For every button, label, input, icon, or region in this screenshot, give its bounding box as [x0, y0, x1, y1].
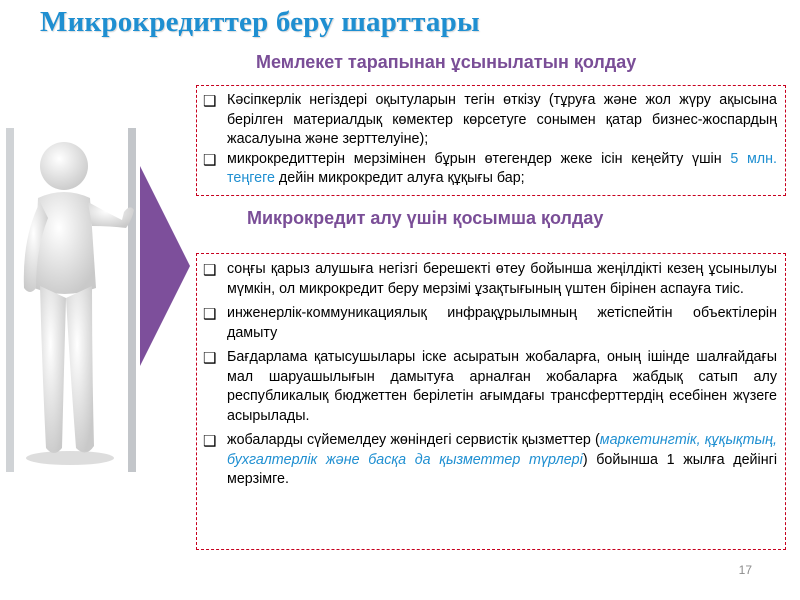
item-text: микрокредиттерін мерзімінен бұрын өтегендер жеке ісін кеңейту үшін	[227, 150, 731, 167]
checkbox-bullet-icon: ❑	[203, 350, 217, 367]
item-text-tail: дейін микрокредит алуға құқығы бар;	[274, 170, 525, 186]
list-item	[203, 91, 777, 150]
item-text: Бағдарлама қатысушылары іске асыратын жобаларға, оның ішінде шалғайдағы мал шаруашылығын дамытуға арналған жобаларға жабдық сатып алу республикалық бюджеттен берілетін ағымдағы трансферттердің есебінен жүзеге асырылады.	[227, 349, 777, 424]
list-item	[203, 431, 777, 490]
additional-support-box	[196, 253, 786, 550]
list-item	[203, 150, 777, 189]
service-types-italic: маркетингтік, құқықтың, бухгалтерлік және басқа да қызметтер түрлері	[227, 432, 777, 468]
checkbox-bullet-icon: ❑	[203, 151, 217, 169]
item-text-tail: ) бойынша 1 жылға дейінгі мерзімге.	[227, 451, 777, 487]
presenter-figure	[6, 128, 136, 472]
list-item	[203, 260, 777, 299]
checkbox-bullet-icon: ❑	[203, 262, 217, 279]
right-arrow-icon	[140, 166, 190, 366]
list-item	[203, 304, 777, 343]
person-figure-icon	[6, 128, 136, 472]
item-text: инженерлік-коммуникациялық инфрақұрылымның жетіспейтін объектілерін дамыту	[227, 305, 777, 341]
item-text: соңғы қарыз алушыға негізгі берешекті өтеу бойынша жеңілдікті кезең ұсынылуы мүмкін, ол микрокредит беру мерзімі ұзақтығының үштен бірінен аспауға тиіс.	[227, 261, 777, 297]
checkbox-bullet-icon: ❑	[203, 306, 217, 323]
page-number: 17	[738, 563, 752, 577]
item-text: Кәсіпкерлік негіздері оқытуларын тегін өткізу (тұруға және жол жүру ақысына берілген материалдық көмектер көрсетуге сонымен қатар бизнес-жоспардың жасалуына және зерттелуіне);	[227, 92, 777, 147]
checkbox-bullet-icon: ❑	[203, 93, 217, 110]
section2-heading: Микрокредит алу үшін қосымша қолдау	[247, 208, 604, 228]
list-item	[203, 348, 777, 426]
item-text: жобаларды сүйемелдеу жөніндегі сервистік қызметтер (	[227, 432, 600, 448]
checkbox-bullet-icon: ❑	[203, 433, 217, 450]
section1-heading: Мемлекет тарапынан ұсынылатын қолдау	[256, 52, 637, 72]
slide-title: Микрокредиттер беру шарттары	[40, 6, 480, 38]
amount-highlight: 5 млн. теңгеге	[227, 150, 777, 186]
state-support-box	[196, 85, 786, 196]
